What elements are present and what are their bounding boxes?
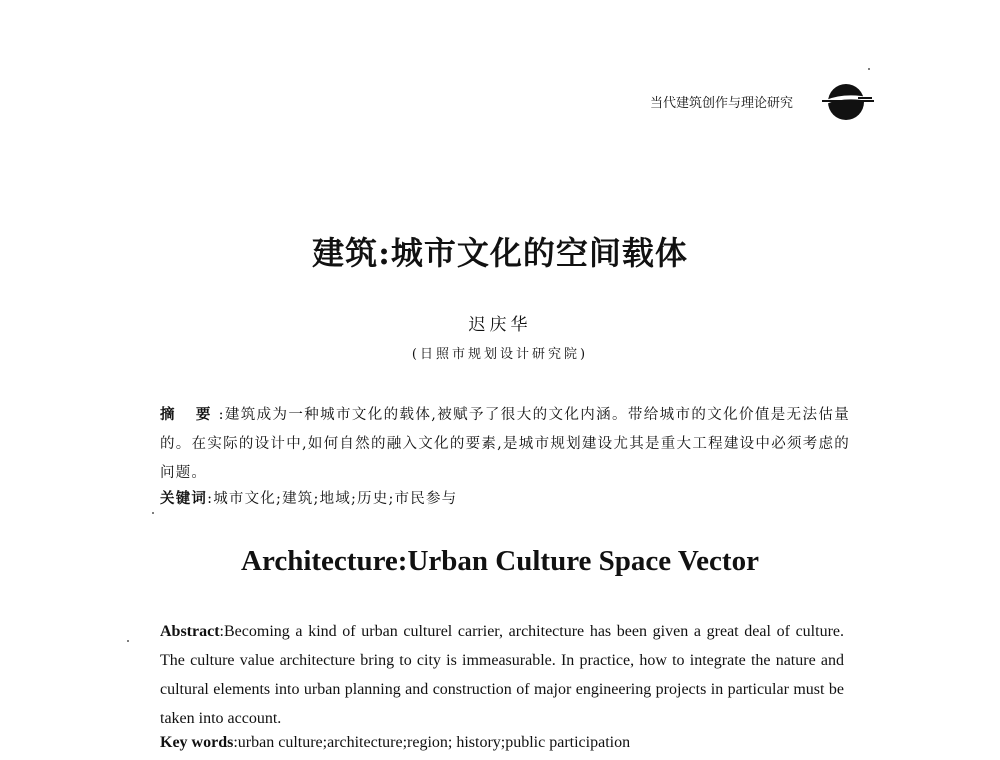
abstract-cn-text: 建筑成为一种城市文化的载体,被赋予了很大的文化内涵。带给城市的文化价值是无法估量的。在实际的设计中,如何自然的融入文化的要素,是城市规划建设尤其是重大工程建设中必须考虑的问题。 [160, 407, 850, 481]
abstract-cn-separator: : [218, 407, 225, 423]
paper-title-en: Architecture:Urban Culture Space Vector [241, 545, 759, 577]
keywords-cn-separator: : [207, 491, 214, 507]
keywords-cn [160, 487, 850, 508]
abstract-en [160, 617, 844, 733]
keywords-en-label: Key words [160, 734, 234, 751]
paper-title-cn: 建筑:城市文化的空间载体 [312, 234, 688, 272]
scan-speck [868, 68, 870, 70]
keywords-cn-label: 关键词 [160, 490, 208, 507]
author-affiliation: (日照市规划设计研究院) [411, 347, 589, 362]
journal-logo-icon [822, 78, 874, 124]
scan-speck [152, 512, 154, 514]
abstract-en-separator: : [219, 623, 224, 640]
scan-speck [127, 640, 129, 642]
keywords-en-separator: : [233, 734, 238, 751]
keywords-cn-text: 城市文化;建筑;地域;历史;市民参与 [213, 491, 458, 507]
keywords-en [160, 734, 844, 752]
abstract-cn-label: 摘 要 [160, 406, 219, 423]
keywords-en-text: urban culture;architecture;region; history;public participation [237, 734, 631, 751]
abstract-en-text: Becoming a kind of urban culturel carrier, architecture has been given a great deal of culture. The culture value architecture bring to city is immeasurable. In practice, how to integrate the nature and cultural elements into urban planning and construction of major engineering projects in particular must be taken into account. [160, 623, 844, 727]
running-title: 当代建筑创作与理论研究 [650, 96, 794, 111]
abstract-en-label: Abstract [160, 623, 220, 640]
running-header [612, 78, 872, 128]
abstract-cn [160, 400, 850, 488]
author-name: 迟庆华 [468, 315, 532, 335]
